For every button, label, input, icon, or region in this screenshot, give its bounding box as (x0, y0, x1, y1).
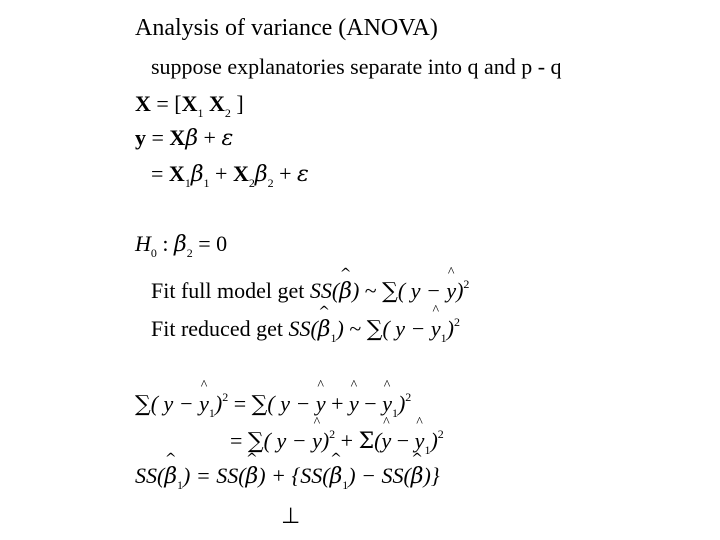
ss-identity: SS(^ $\beta_1$) = SS(^ β) + {SS(^ $\beta_1$) − SS(^ β)} (135, 465, 440, 491)
equation-model: y = Xβ + ε (135, 125, 234, 151)
slide-title: Analysis of variance (ANOVA) (135, 15, 438, 41)
equation-model-partitioned: = $X_1\beta_1 + X_2\beta_2 + \varepsilon$ (151, 161, 309, 190)
fit-full-model: Fit full model get SS(^ β) ~ ∑( y − ^ y)$^2$ (151, 278, 469, 303)
intro-text: suppose explanatories separate into q and p - q (151, 54, 562, 79)
sum-of-squares-decomposition: ∑( y − ^ $y_1)^2$ = ∑( y − ^ y + ^ y − ^ $y_1)^2$ (135, 391, 411, 419)
sum-of-squares-split: = ∑( y − ^ y)$^2$ + Σ(^ y − ^ $y_1)^2$ (230, 428, 444, 456)
null-hypothesis: $H_0$ : $\beta_2 = 0$ (135, 231, 228, 260)
equation-x-partition: $X = [X_1$ $X_2$ ] (135, 91, 244, 120)
perpendicular-symbol: ⊥ (281, 504, 301, 529)
fit-reduced-model: Fit reduced get SS(^ $\beta_1$) ~ ∑( y − ^ $y_1)^2$ (151, 316, 460, 344)
